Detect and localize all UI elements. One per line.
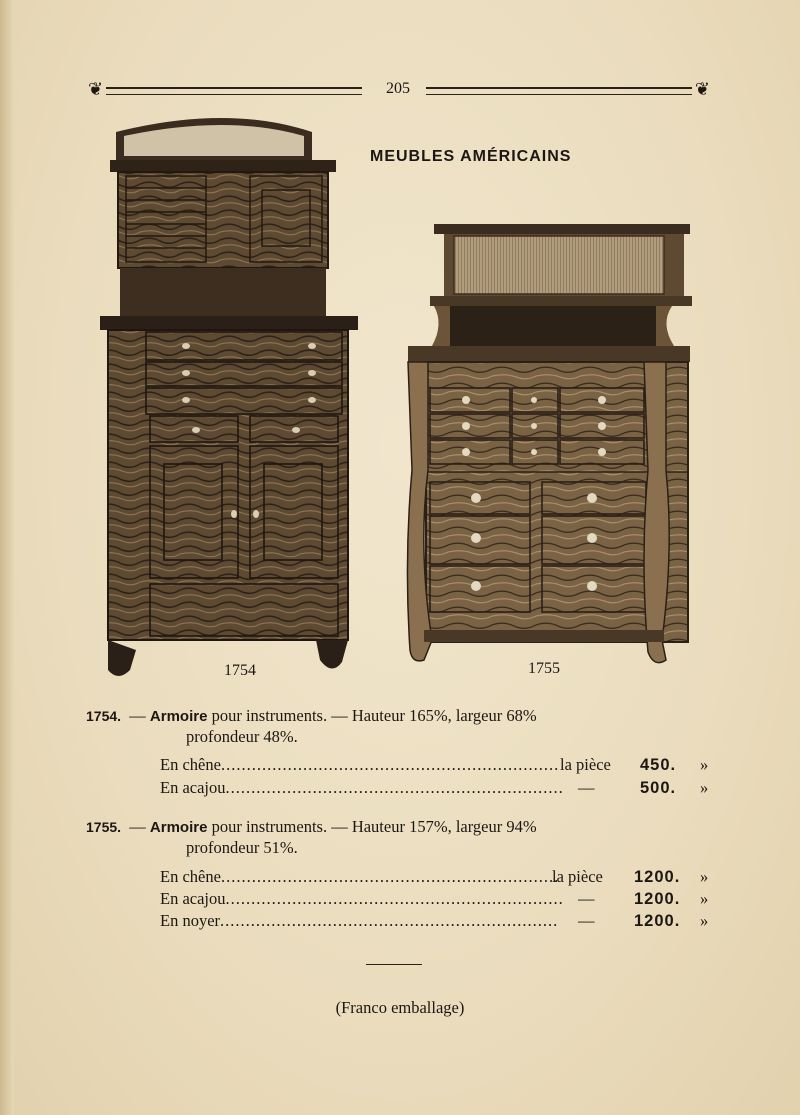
page-number: 205 bbox=[386, 80, 410, 97]
price-mark: » bbox=[700, 867, 709, 886]
price-value: 1200. bbox=[634, 890, 681, 908]
item-description: pour instruments. — Hauteur 165%, largeur 68% bbox=[211, 706, 537, 725]
item-1755-heading bbox=[86, 817, 537, 837]
price-value: 500. bbox=[640, 779, 677, 797]
price-mark: » bbox=[700, 911, 709, 930]
section-title: MEUBLES AMÉRICAINS bbox=[370, 148, 572, 165]
figure-caption-1755: 1755 bbox=[528, 660, 560, 677]
wood-label: En acajou bbox=[160, 778, 226, 797]
item-name: Armoire bbox=[149, 819, 208, 836]
page-header bbox=[88, 80, 710, 100]
wood-label: En chêne bbox=[160, 867, 221, 886]
cabinet-1755-illustration bbox=[404, 220, 694, 682]
dot-leader: .................................................................. bbox=[225, 889, 564, 908]
price-unit: la pièce bbox=[560, 755, 611, 774]
figure-caption-1754: 1754 bbox=[224, 662, 256, 679]
price-row bbox=[160, 889, 564, 909]
price-row bbox=[160, 755, 560, 775]
price-unit: — bbox=[578, 778, 595, 797]
price-mark: » bbox=[700, 889, 709, 908]
footer-note: (Franco emballage) bbox=[335, 998, 465, 1017]
item-name: Armoire bbox=[149, 708, 208, 725]
item-dash: — bbox=[129, 817, 146, 836]
item-1754-description-cont: profondeur 48%. bbox=[186, 727, 298, 746]
dot-leader: .................................................................. bbox=[220, 911, 559, 930]
dot-leader: .................................................................. bbox=[220, 755, 560, 774]
price-unit: — bbox=[578, 889, 595, 908]
fleuron-left-icon: ❦ bbox=[88, 79, 104, 99]
dot-leader: .................................................................. bbox=[220, 867, 560, 886]
price-row bbox=[160, 867, 560, 887]
dot-leader: .................................................................. bbox=[225, 778, 564, 797]
price-unit: la pièce bbox=[552, 867, 603, 886]
separator-rule bbox=[366, 964, 422, 965]
page-edge bbox=[0, 0, 14, 1115]
price-row bbox=[160, 778, 564, 798]
item-dash: — bbox=[129, 706, 146, 725]
price-value: 1200. bbox=[634, 912, 681, 930]
wood-label: En noyer bbox=[160, 911, 221, 930]
price-unit: — bbox=[578, 911, 595, 930]
price-mark: » bbox=[700, 755, 709, 774]
price-row bbox=[160, 911, 559, 931]
item-number: 1755. bbox=[86, 819, 122, 835]
wood-label: En chêne bbox=[160, 755, 221, 774]
item-1755-description-cont: profondeur 51%. bbox=[186, 838, 298, 857]
cabinet-1754-illustration bbox=[100, 110, 362, 682]
fleuron-right-icon: ❦ bbox=[694, 79, 710, 99]
price-mark: » bbox=[700, 778, 709, 797]
header-rule-right bbox=[426, 87, 692, 95]
price-value: 1200. bbox=[634, 868, 681, 886]
price-value: 450. bbox=[640, 756, 677, 774]
header-rule-left bbox=[106, 87, 362, 95]
item-number: 1754. bbox=[86, 708, 122, 724]
item-1754-heading bbox=[86, 706, 537, 726]
wood-label: En acajou bbox=[160, 889, 226, 908]
item-description: pour instruments. — Hauteur 157%, largeur 94% bbox=[211, 817, 537, 836]
